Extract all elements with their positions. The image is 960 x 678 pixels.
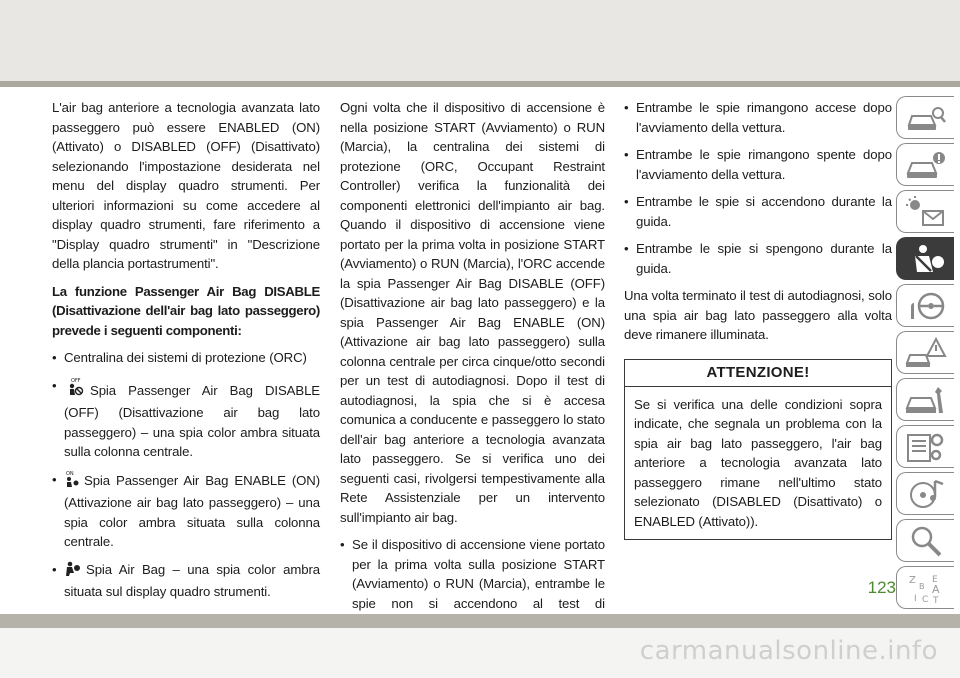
warning-box [624,359,892,541]
chapter-tabs [896,96,960,613]
list-item: • Entrambe le spie si spengono durante la guida. [624,241,892,276]
index-search-icon [905,524,947,558]
steering-wheel-icon [905,289,947,323]
warning-body: Se si verifica una delle condizioni sopra indicate, che segnala un problema con la spia air bag lato passeggero, l'air bag anteriore a tecnologia avanzata lato passeggero rimane nell'ultimo stato selezionato (DISABLED (Disattivato) o ENABLED (Attivato)). [634,396,882,529]
bullet: • [52,561,57,577]
tab-emergency[interactable] [896,331,954,374]
svg-text:E: E [931,574,938,585]
bullet: • [52,377,57,393]
tab-car-search[interactable] [896,96,954,139]
paragraph: Ogni volta che il dispositivo di accensione è nella posizione START (Avviamento) o RUN (Marcia), la centralina dei sistemi di protezione (ORC, Occupant Restraint Controller) verifica la funzionalità dei componenti elettronici dell'impianto air bag. Quando il dispositivo di accensione viene portato per la prima volta in posizione START (Avviamento) o RUN (Marcia), l'ORC accende la spia Passenger Air Bag DISABLE (OFF) (Disattivazione air bag lato passeggero) e la spia Passenger Air Bag ENABLE (ON) (Attivazione air bag lato passeggero) sulla colonna centrale per circa cinque/otto secondi per un test di autodiagnosi. Dopo il test di autodiagnosi, la spia che si è accesa comunica a conducente e passeggero lo stato dell'air bag anteriore a tecnologia avanzata lato passeggero. Se si verifica uno dei seguenti casi, rivolgersi tempestivamente alla Rete Assistenziale per un intervento sull'impianto air bag. [340,100,605,525]
multimedia-icon [905,477,947,511]
top-band [0,0,960,81]
svg-text:I: I [913,593,917,604]
svg-text:OFF: OFF [71,377,81,384]
seatbelt-airbag-icon [905,242,947,276]
airbag-warning-lamp-icon [64,561,82,583]
warning-lights-mail-icon [905,195,947,229]
tab-customer-assistance[interactable] [896,519,954,562]
list-item: • Centralina dei sistemi di protezione (ORC) [52,348,320,368]
tab-servicing[interactable] [896,378,954,421]
list-item: • Entrambe le spie rimangono spente dopo l'avviamento della vettura. [624,147,892,182]
warning-title: ATTENZIONE! [625,360,891,387]
tab-safety[interactable] [896,237,954,280]
tab-multimedia[interactable] [896,472,954,515]
intro-paragraph: L'air bag anteriore a tecnologia avanzata lato passeggero può essere ENABLED (ON) (Attivato) o DISABLED (OFF) (Disattivato) selezionando l'impostazione desiderata nel menu del display quadro strumenti. Per ulteriori informazioni su come accedere al display quadro strumenti, fare riferimento a "Display quadro strumenti" in "Descrizione della plancia portastrumenti". [52,100,320,271]
car-info-icon [905,148,947,182]
bullet: • [624,100,629,115]
svg-text:A: A [931,582,940,596]
list-item: • Entrambe le spie rimangono accese dopo l'avviamento della vettura. [624,100,892,135]
svg-text:ON: ON [66,470,74,477]
svg-text:C: C [921,594,928,605]
watermark: carmanualsonline.info [639,636,938,666]
section-heading: La funzione Passenger Air Bag DISABLE (Disattivazione dell'air bag lato passeggero) prevede i seguenti componenti: [52,283,320,338]
bullet: • [52,350,57,365]
page-number: 123 [867,578,896,597]
car-warning-road-icon [905,336,947,370]
alphabet-index-icon [905,571,947,605]
list-item: • ON Spia Passenger Air Bag ENABLE (ON) (Attivazione air bag lato passeggero) – una spia color ambra situata sulla colonna centrale. [52,470,320,549]
bullet: • [340,537,345,552]
tab-warning-lights[interactable] [896,190,954,233]
top-rule [0,81,960,87]
column-3 [624,98,892,540]
column-2 [340,98,605,641]
list-item: • OFF Spia Passenger Air Bag DISABLE (OFF) (Disattivazione air bag lato passeggero) – una spia color ambra situata sulla colonna centrale. [52,377,320,459]
svg-text:Z: Z [908,574,916,586]
column-1 [52,98,320,610]
list-item: • Spia Air Bag – una spia color ambra situata sul display quadro strumenti. [52,561,320,599]
list-item: • Entrambe le spie si accendono durante la guida. [624,194,892,229]
tab-starting-driving[interactable] [896,284,954,327]
list-item: • Se il dispositivo di accensione viene portato per la prima volta sulla posizione START (Avviamento) o RUN (Marcia), entrambe le spie non si accendono al test di [340,537,605,611]
tab-index[interactable] [896,566,954,609]
bottom-rule [0,614,960,628]
tab-car-info[interactable] [896,143,954,186]
specs-gears-icon [905,430,947,464]
airbag-off-lamp-icon [64,376,86,404]
car-wrench-icon [905,383,947,417]
svg-text:T: T [932,595,938,605]
svg-text:B: B [918,581,924,591]
paragraph: Una volta terminato il test di autodiagnosi, solo una spia air bag lato passeggero alla volta deve rimanere illuminata. [624,288,892,342]
airbag-on-lamp-icon [64,470,80,494]
bullet: • [624,241,629,256]
bullet: • [52,471,57,487]
car-search-icon [905,101,947,135]
bullet: • [624,194,629,209]
bullet: • [624,147,629,162]
tab-specifications[interactable] [896,425,954,468]
